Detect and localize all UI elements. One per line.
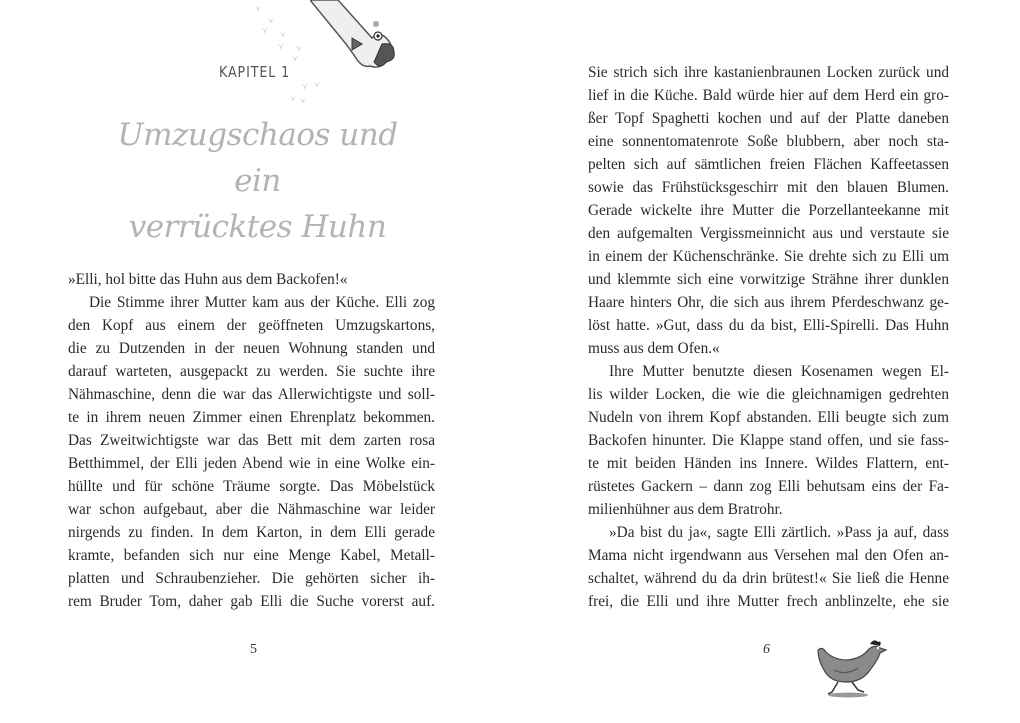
text-line: Nudeln von ihrem Kopf abstanden. Elli beugte sich zum [588, 409, 949, 426]
text-line: rem Bruder Tom, daher gab Elli die Suche vorerst auf. [68, 593, 435, 610]
text-line: Gerade wickelte ihre Mutter die Porzellanteekanne mit [588, 202, 949, 219]
text-line: platten und Schraubenzieher. Die gehörten sicher ih- [68, 570, 435, 587]
text-line: Die Stimme ihrer Mutter kam aus der Küche. Elli zog [89, 294, 435, 311]
chicken-head-icon [310, 0, 400, 72]
text-line: war schon aufgebaut, aber die Nähmaschine war leider [68, 501, 435, 518]
text-line: Sie strich sich ihre kastanienbraunen Locken zurück und [588, 64, 949, 81]
text-line: te mit beiden Händen ins Innere. Wildes Flattern, ent- [588, 455, 949, 472]
text-line: sowie das Frühstücksgeschirr mit den blauen Blumen. [588, 179, 949, 196]
text-line: Mama nicht irgendwann aus Versehen mal den Ofen an- [588, 547, 949, 564]
page-number-right: 6 [763, 642, 770, 657]
chapter-title [100, 112, 415, 250]
chapter-label: KAPITEL 1 [219, 63, 291, 81]
text-line: muss aus dem Ofen.« [588, 340, 720, 357]
text-line: Haare hinters Ohr, die sich aus ihrem Pferdeschwanz ge- [588, 294, 949, 311]
text-line: löst hatte. »Gut, dass du da bist, Elli-Spirelli. Das Huhn [588, 317, 949, 334]
text-line: und klemmte sich eine vorwitzige Strähne ihrer dunklen [588, 271, 949, 288]
text-line: den aufgemalten Vergissmeinnicht aus und verstaute sie [588, 225, 949, 242]
text-line: den Kopf aus einem der geöffneten Umzugskartons, [68, 317, 435, 334]
running-chicken-icon [812, 636, 892, 700]
text-line: Backofen hinunter. Die Klappe stand offen, und sie fass- [588, 432, 949, 449]
chapter-title-line-2: verrücktes Huhn [128, 209, 387, 245]
text-line: »Da bist du ja«, sagte Elli zärtlich. »Pass ja auf, dass [609, 524, 949, 541]
text-line: in einem der Küchenschränke. Sie drehte sich zu Elli um [588, 248, 949, 265]
chapter-title-line-1: Umzugschaos und ein [117, 117, 398, 199]
text-line: Nähmaschine, denn die war das Allerwichtigste und soll- [68, 386, 435, 403]
body-text-left [68, 268, 435, 613]
text-line: Betthimmel, der Elli jeden Abend wie in eine Wolke ein- [68, 455, 435, 472]
text-line: frei, die Elli und ihre Mutter frech anblinzelte, ehe sie [588, 593, 949, 610]
text-line: schaltet, während du da drin brütest!« Sie ließ die Henne [588, 570, 949, 587]
text-line: te in ihrem neuen Zimmer einen Ehrenplatz bekommen. [68, 409, 435, 426]
page-number-left: 5 [250, 642, 257, 657]
text-line: die zu Dutzenden in der neuen Wohnung standen und [68, 340, 435, 357]
text-line: ßer Topf Spaghetti kochen und auf der Platte daneben [588, 110, 949, 127]
text-line: eine sonnentomatenrote Soße blubbern, aber noch sta- [588, 133, 949, 150]
text-line: hüllte und für schöne Träume sorgte. Das Möbelstück [68, 478, 435, 495]
text-line: pelten sich auf sämtlichen freien Flächen Kaffeetassen [588, 156, 949, 173]
body-text-right [588, 61, 949, 613]
text-line: lis wilder Locken, die wie die gleichnamigen gedrehten [588, 386, 949, 403]
text-line: nirgends zu finden. In dem Karton, in dem Elli gerade [68, 524, 435, 541]
text-line: rüstetes Gackern – dann zog Elli behutsam eins der Fa- [588, 478, 949, 495]
text-line: darauf warteten, ausgepackt zu werden. Sie suchte ihre [68, 363, 435, 380]
left-page: ⋎ ⋎ ⋎ ⋎ ⋎ ⋎ ⋎ ⋎ ⋎ ⋎ ⋎ KAPITEL 1 Umzugschaos und ein verrücktes Huhn »Elli, hol bitte das Huhn aus dem Backofen!« Die Stimme ihrer Mutter kam aus der Küche. Elli zog den Kopf aus einem der geöffneten Umzugskartons, die zu Dutzenden in der neuen Wohnung standen und darauf warteten, ausgepackt zu werden. Sie suchte ihre Nähmaschine, denn die war das Allerwichtigste und soll- te in ihrem neuen Zimmer einen Ehrenplatz bekommen. Das Zweitwichtigste war das Bett mit dem zarten rosa Betthimmel, der Elli jeden Abend wie in eine Wolke ein- hüllte und für schöne Träume sorgte. Das Möbelstück war schon aufgebaut, aber die Nähmaschine war leider nirgends zu finden. In dem Karton, in dem Elli gerade kramte, befanden sich nur eine Menge Kabel, Metall- platten und Schraubenzieher. Die gehörten sicher ih- rem Bruder Tom, daher gab Elli die Suche vorerst auf. 5 [0, 0, 510, 723]
text-line: Ihre Mutter benutzte diesen Kosenamen wegen El- [609, 363, 949, 380]
text-line: Das Zweitwichtigste war das Bett mit dem zarten rosa [68, 432, 435, 449]
text-line: »Elli, hol bitte das Huhn aus dem Backofen!« [68, 271, 348, 288]
text-line: kramte, befanden sich nur eine Menge Kabel, Metall- [68, 547, 435, 564]
text-line: lief in die Küche. Bald würde hier auf dem Herd ein gro- [588, 87, 949, 104]
text-line: milienhühner aus dem Bratrohr. [588, 501, 783, 518]
